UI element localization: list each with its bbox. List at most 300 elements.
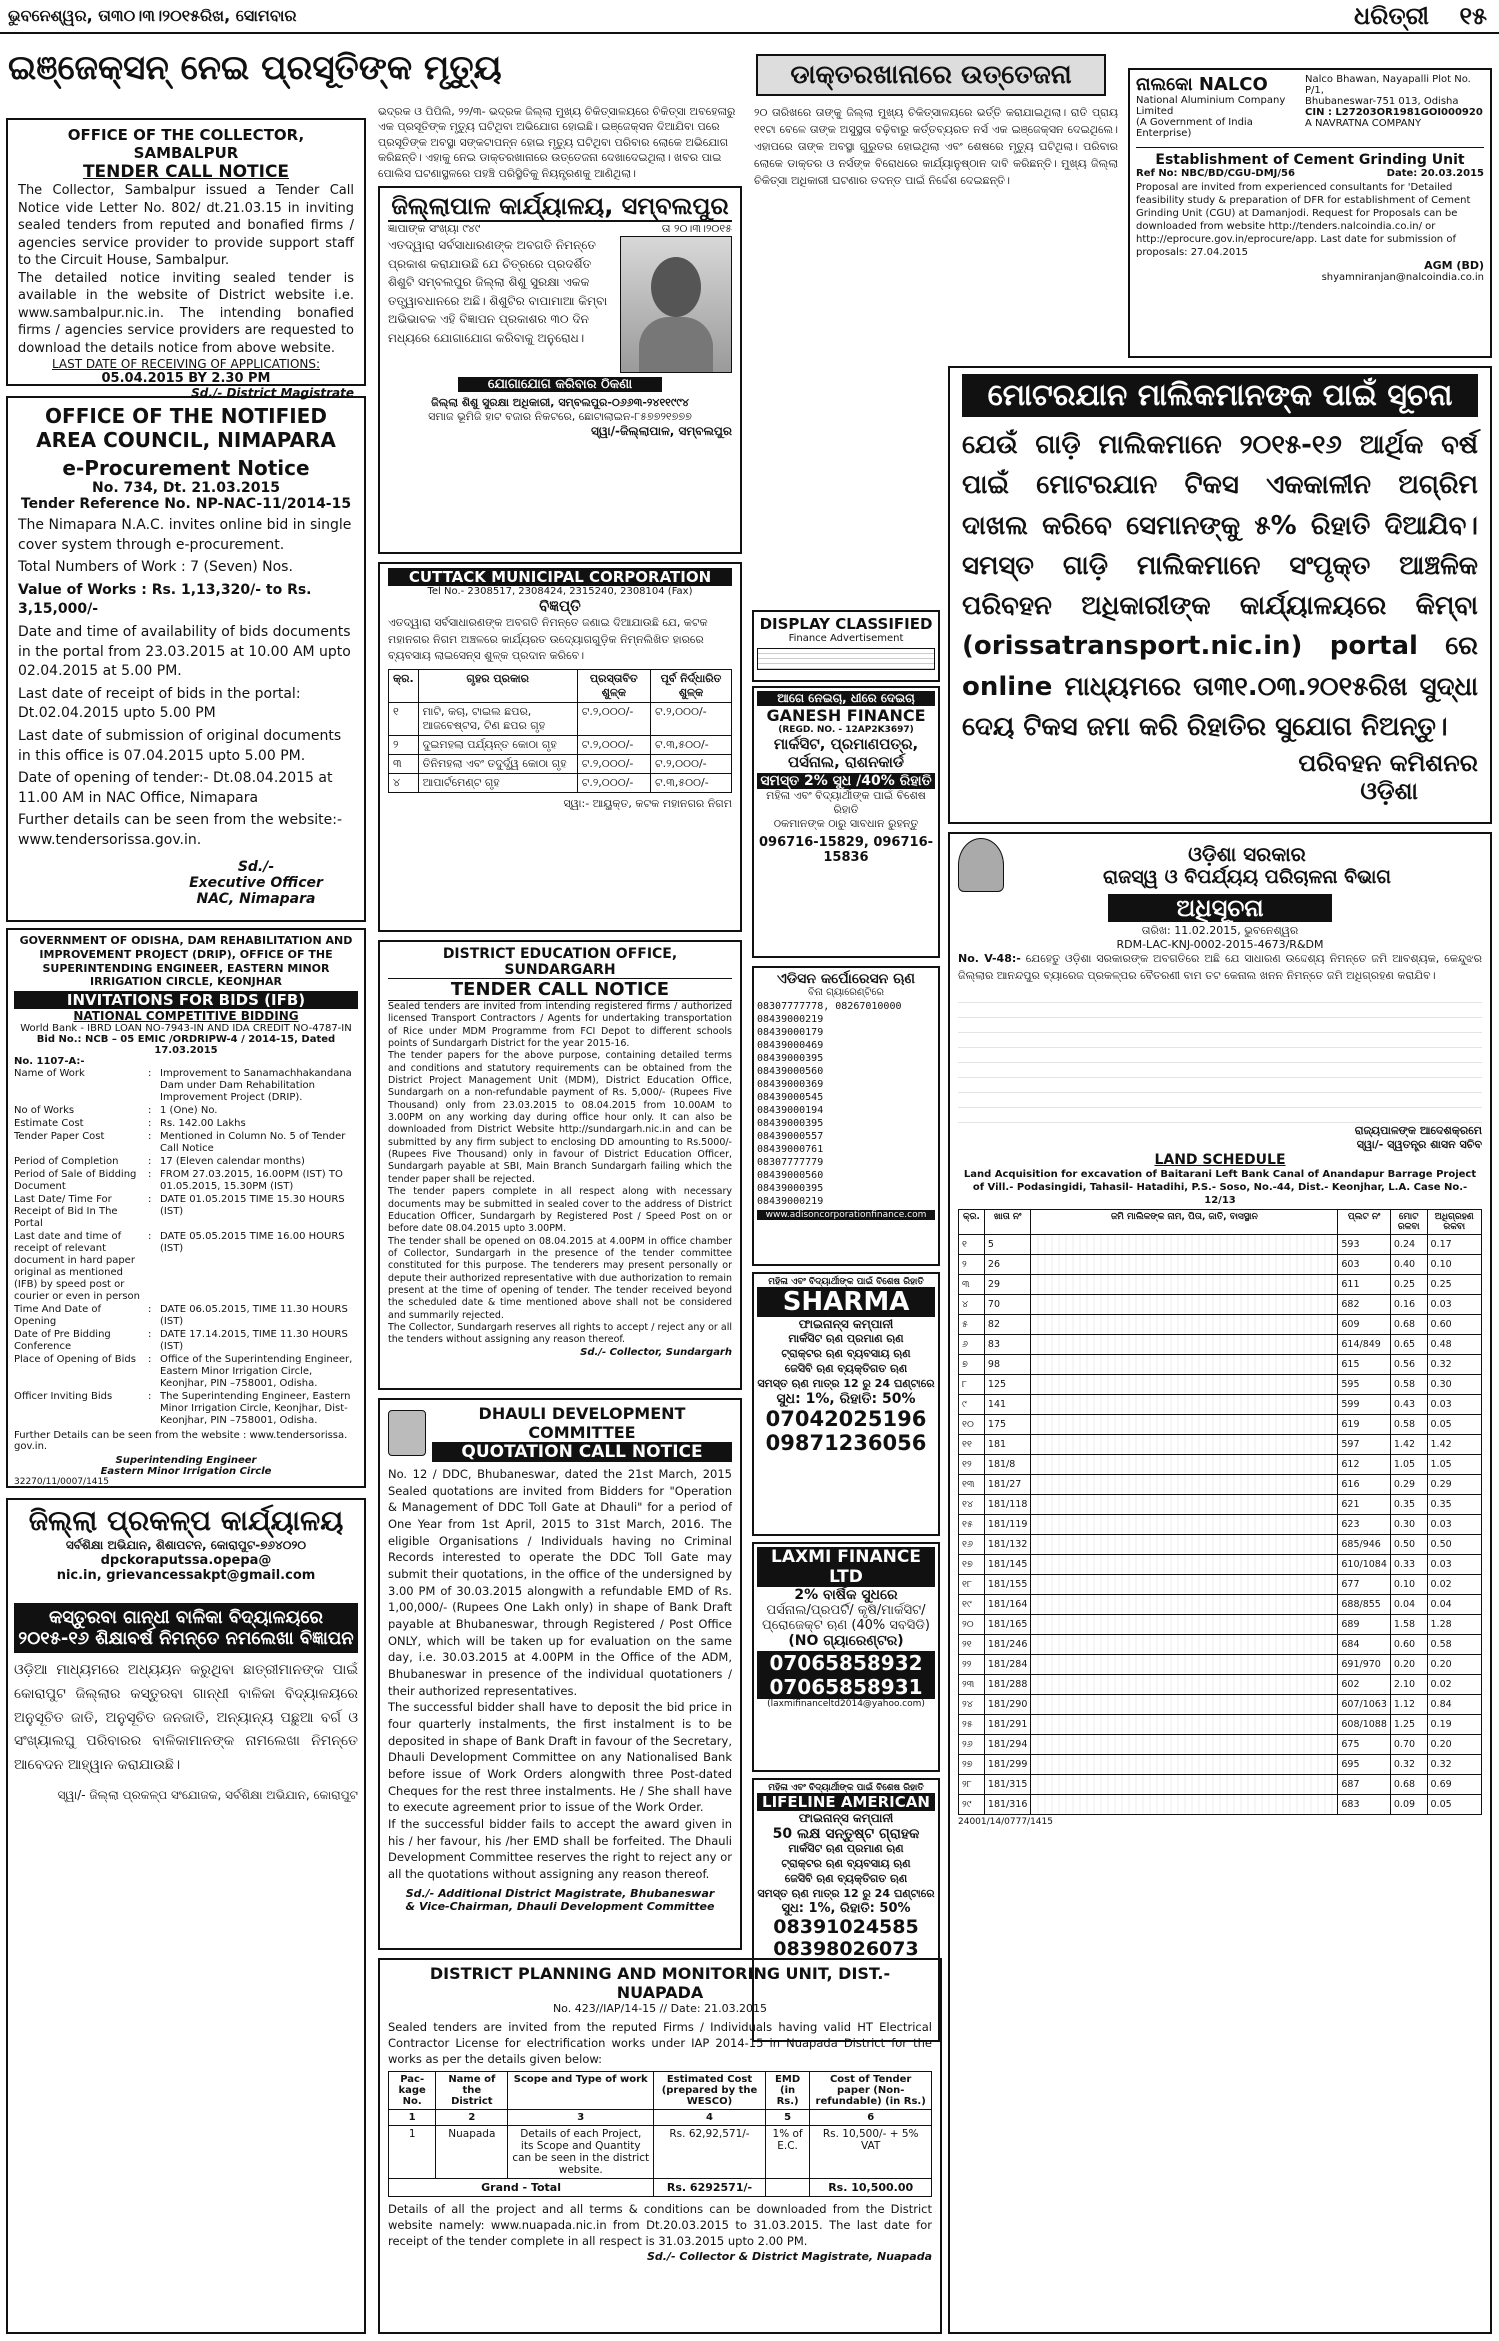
schedule-owner — [1031, 1535, 1338, 1555]
table-cell: ଟ.୨,୦୦୦/- — [650, 754, 731, 773]
schedule-khata: 181/290 — [984, 1695, 1030, 1715]
schedule-khata: 181/8 — [984, 1455, 1030, 1475]
sundargarh-p4: The tender shall be opened on 08.04.2015 at 4.00PM in office chamber of Collector, Sundargarh in the presence of the tender committee constituted for this purpose. The tenderers may present personally or depute their authorized representative with due authorization to remain present at the time of opening of tender. The tender received beyond the scheduled date & time mentioned above shall not be considered and summarily rejected. — [388, 1235, 732, 1321]
schedule-owner — [1031, 1695, 1338, 1715]
nimapara-further: Further details can be seen from the website:- www.tendersorissa.gov.in. — [18, 812, 343, 848]
sambalpur-office: OFFICE OF THE COLLECTOR, SAMBALPUR — [67, 126, 305, 162]
laxmi-phone2: 07065858931 — [757, 1675, 935, 1699]
schedule-total: 0.16 — [1390, 1295, 1427, 1315]
schedule-sl: ୧ — [959, 1235, 985, 1255]
table-row — [389, 754, 732, 773]
nimapara-ref: Tender Reference No. NP-NAC-11/2014-15 — [20, 496, 352, 512]
dam-row-sep: : — [148, 1304, 152, 1315]
sambalpur-odia-notice — [378, 186, 742, 554]
adison-phone: 08439000395 — [757, 1053, 824, 1064]
schedule-row — [959, 1355, 1482, 1375]
schedule-row — [959, 1515, 1482, 1535]
dam-row-label: Officer Inviting Bids — [14, 1391, 113, 1402]
schedule-khata: 181/284 — [984, 1655, 1030, 1675]
dam-row-sep: : — [148, 1354, 152, 1365]
laxmi-email: (laxmifinanceltd2014@yahoo.com) — [767, 1699, 925, 1709]
schedule-owner — [1031, 1755, 1338, 1775]
adison-phone: 08439000545 — [757, 1092, 824, 1103]
schedule-sl: ୧୬ — [959, 1535, 985, 1555]
schedule-total: 0.40 — [1390, 1255, 1427, 1275]
dam-row-label: Last Date/ Time For Receipt of Bid In The Portal — [14, 1194, 118, 1229]
schedule-sl: ୧୪ — [959, 1495, 985, 1515]
nalco-date: Date: 20.03.2015 — [1386, 168, 1484, 179]
sambalpur-lastdate-label: LAST DATE OF RECEIVING OF APPLICATIONS: — [51, 357, 321, 372]
adison-phone: 08439000369 — [757, 1079, 824, 1090]
news-article — [378, 104, 742, 184]
adison-phone: 08439000761 — [757, 1144, 824, 1155]
sharma-sub: ଫାଇନାନ୍ସ କମ୍ପାନୀ — [798, 1317, 894, 1331]
sharma-phone2: 09871236056 — [765, 1431, 927, 1456]
child-photo — [620, 236, 732, 373]
schedule-sl: ୩ — [959, 1275, 985, 1295]
lifeline-sub: ଫାଇନାନ୍ସ କମ୍ପାନୀ — [798, 1811, 894, 1825]
schedule-khata: 181/164 — [984, 1595, 1030, 1615]
revenue-notice — [948, 832, 1492, 2334]
nalco-sign: AGM (BD) — [1424, 259, 1484, 272]
schedule-plot: 687 — [1338, 1775, 1391, 1795]
schedule-acquired: 0.05 — [1427, 1415, 1482, 1435]
sharma-service-line: ଟ୍ରାକ୍ଟର ଋଣ ବ୍ୟବସାୟ ଋଣ — [781, 1346, 911, 1360]
schedule-plot: 619 — [1338, 1415, 1391, 1435]
schedule-khata: 181/165 — [984, 1615, 1030, 1635]
adison-phone: 08439000194 — [757, 1105, 824, 1116]
schedule-total: 1.58 — [1390, 1615, 1427, 1635]
sambalpur-odia-contact: ଜିଲ୍ଲା ଶିଶୁ ସୁରକ୍ଷା ଅଧିକାରୀ, ସମ୍ବଲପୁର-୦୬୬୩-୨୪୧୧୯୯୪ — [431, 396, 689, 409]
schedule-acquired: 0.03 — [1427, 1515, 1482, 1535]
sambalpur-tender-notice — [6, 118, 366, 401]
nalco-logo: ନାଲକୋ NALCO — [1136, 74, 1268, 95]
masthead — [0, 0, 1499, 34]
schedule-total: 0.25 — [1390, 1275, 1427, 1295]
nimapara-sign2: Executive Officer — [189, 874, 323, 891]
ganesh-reg: (REGD. NO. - 12AP2K3697) — [778, 725, 914, 735]
nalco-body: Proposal are invited from experienced consultants for 'Detailed feasibility study & preparation of DFR for establishment of Cement Grinding Unit (CGU) at Damanjodi. Request for Proposals can be downloaded from website http://tenders.nalcoindia.co.in/ or http://eprocure.gov.in/eprocure/app. Last date for submission of proposals: 27.04.2015 — [1136, 182, 1471, 258]
table-cell: ଟ.୨,୦୦୦/- — [577, 773, 650, 792]
dam-row-sep: : — [148, 1131, 152, 1142]
koraput-email: dpckoraputssa.opepa@ — [100, 1553, 272, 1568]
schedule-acquired: 0.20 — [1427, 1655, 1482, 1675]
nalco-addr2: Bhubaneswar-751 013, Odisha — [1305, 96, 1459, 107]
cuttack-tel: Tel No.- 2308517, 2308424, 2315240, 2308104 (Fax) — [427, 586, 693, 597]
classified-title: DISPLAY CLASSIFIED — [759, 615, 933, 633]
schedule-acquired: 0.58 — [1427, 1635, 1482, 1655]
schedule-khata: 98 — [984, 1355, 1030, 1375]
sambalpur-odia-body: ଏତଦ୍ୱାରା ସର୍ବସାଧାରଣଙ୍କ ଅବଗତି ନିମନ୍ତେ ପ୍ରକାଶ କରାଯାଉଛି ଯେ ଚିତ୍ରରେ ପ୍ରଦର୍ଶିତ ଶିଶୁଟି ସମ୍ବଲପୁର ଜିଲ୍ଲା ଶିଶୁ ସୁରକ୍ଷା ଏକକ ତତ୍ତ୍ୱାବଧାନରେ ଅଛି। ଶିଶୁଟିର ବାପାମାଆ କିମ୍ବା ଅଭିଭାବକ ଏହି ବିଜ୍ଞାପନ ପ୍ରକାଶର ୩୦ ଦିନ ମଧ୍ୟରେ ଯୋଗାଯୋଗ କରିବାକୁ ଅନୁରୋଧ। — [388, 238, 608, 345]
dam-row-value: Mentioned in Column No. 5 of Tender Call Notice — [160, 1131, 346, 1154]
schedule-total: 0.33 — [1390, 1555, 1427, 1575]
dam-row — [14, 1068, 358, 1104]
nalco-cin: CIN : L27203OR1981GOI000920 — [1305, 107, 1483, 118]
schedule-row — [959, 1415, 1482, 1435]
dam-loan: World Bank - IBRD LOAN NO-7943-IN AND IDA CREDIT NO-4787-IN — [20, 1023, 352, 1034]
schedule-khata: 181/145 — [984, 1555, 1030, 1575]
schedule-acquired: 1.42 — [1427, 1435, 1482, 1455]
revenue-dept: ରାଜସ୍ୱ ଓ ବିପର୍ଯ୍ୟୟ ପରିଚାଳନା ବିଭାଗ — [1103, 866, 1391, 888]
schedule-sl: ୧୯ — [959, 1595, 985, 1615]
adison-phone: 08307777778, 08267010000 — [757, 1001, 902, 1012]
dhauli-sign1: Sd./- Additional District Magistrate, Bhubaneswar — [405, 1886, 715, 1900]
schedule-plot: 689 — [1338, 1615, 1391, 1635]
dam-row-sep: : — [148, 1391, 152, 1402]
schedule-plot: 602 — [1338, 1675, 1391, 1695]
nuapada-header-cell: Cost of Tender paper (Non-refundable) (in Rs.) — [810, 2072, 932, 2110]
secondary-headline: ଡାକ୍ତରଖାନାରେ ଉତ୍ତେଜନା — [756, 54, 1106, 96]
nuapada-header-cell: Pac-kage No. — [389, 2072, 436, 2110]
schedule-plot: 614/849 — [1338, 1335, 1391, 1355]
ganesh-services: ମାର୍କସିଟ, ପ୍ରମାଣପତ୍ର, ପର୍ସନାଲ, ରାଶନକାର୍ଡ — [773, 735, 919, 771]
cuttack-sign: ସ୍ୱା:- ଆୟୁକ୍ତ, କଟକ ମହାନଗର ନିଗମ — [563, 796, 732, 810]
cuttack-notice — [378, 562, 742, 932]
cuttack-header-cell: ପ୍ରସ୍ତାବିତ ଶୁଳ୍କ — [577, 669, 650, 702]
sundargarh-p1: Sealed tenders are invited from intending registered firms / authorized licensed Transport Contractors / Agents for undertaking transportation of Rice under MDM Programme from FCI Depot to different schools points of Sundargarh District for the year 2015-16. — [388, 1001, 732, 1050]
nuapada-colnum-cell: 4 — [654, 2110, 766, 2126]
table-cell: ଦୁଇମହଲା ପର୍ଯ୍ୟନ୍ତ କୋଠା ଗୃହ — [418, 735, 577, 754]
dam-code: 32270/11/0007/1415 — [14, 1477, 109, 1487]
dhauli-title: QUOTATION CALL NOTICE — [432, 1442, 732, 1462]
revenue-code: 24001/14/0777/1415 — [958, 1817, 1053, 1827]
dam-row-label: Period of Completion — [14, 1156, 119, 1167]
schedule-row — [959, 1475, 1482, 1495]
cuttack-heading: ବିଜ୍ଞପ୍ତି — [539, 597, 581, 615]
schedule-total: 0.30 — [1390, 1515, 1427, 1535]
dam-sign2: Eastern Minor Irrigation Circle — [100, 1466, 272, 1477]
nuapada-cell: Rs. 10,500/- + 5% VAT — [810, 2126, 932, 2179]
nimapara-intro: The Nimapara N.A.C. invites online bid in single cover system through e-procurement. — [18, 517, 352, 553]
schedule-header-cell: ଖାତା ନଂ — [984, 1210, 1030, 1235]
table-cell: ୨ — [389, 735, 419, 754]
schedule-total: 0.35 — [1390, 1495, 1427, 1515]
transport-notice — [948, 366, 1492, 824]
schedule-acquired: 1.05 — [1427, 1455, 1482, 1475]
nuapada-colnum-cell: 6 — [810, 2110, 932, 2126]
schedule-title: LAND SCHEDULE — [1154, 1152, 1286, 1168]
schedule-row — [959, 1675, 1482, 1695]
schedule-plot: 612 — [1338, 1455, 1391, 1475]
schedule-plot: 603 — [1338, 1255, 1391, 1275]
table-cell: ଟ.୨,୦୦୦/- — [650, 702, 731, 735]
sambalpur-body: The Collector, Sambalpur issued a Tender Call Notice vide Letter No. 802/ dt.21.03.15 in inviting sealed tenders from reputed and bonafied firms / agencies service provider to provide support staff to the Circuit House, Sambalpur. — [18, 183, 354, 269]
dam-row-label: Tender Paper Cost — [14, 1131, 105, 1142]
schedule-owner — [1031, 1355, 1338, 1375]
schedule-owner — [1031, 1675, 1338, 1695]
table-cell: ଆପାର୍ଟମେଣ୍ଟ ଗୃହ — [418, 773, 577, 792]
schedule-sl: ୧୫ — [959, 1515, 985, 1535]
sambalpur-odia-sign: ସ୍ୱା/-ଜିଲ୍ଲାପାଳ, ସମ୍ବଲପୁର — [591, 424, 732, 438]
schedule-sl: ୨୨ — [959, 1655, 985, 1675]
schedule-row — [959, 1615, 1482, 1635]
sambalpur-sign: Sd./- District Magistrate — [191, 386, 354, 401]
land-schedule-table — [958, 1209, 1482, 1815]
nalco-navratna: A NAVRATNA COMPANY — [1305, 118, 1422, 129]
schedule-sl: ୯ — [959, 1395, 985, 1415]
nuapada-cell: 1% of E.C. — [765, 2126, 810, 2179]
schedule-total: 0.29 — [1390, 1475, 1427, 1495]
nuapada-colnum-cell: 2 — [436, 2110, 508, 2126]
schedule-sl: ୨୬ — [959, 1735, 985, 1755]
dam-row-label: Time And Date of Opening — [14, 1304, 102, 1327]
laxmi-name: LAXMI FINANCE LTD — [757, 1547, 935, 1587]
adison-phone: 08439000469 — [757, 1040, 824, 1051]
schedule-khata: 181/27 — [984, 1475, 1030, 1495]
schedule-khata: 70 — [984, 1295, 1030, 1315]
nuapada-colnum-cell: 5 — [765, 2110, 810, 2126]
dam-row-label: Period of Sale of Bidding Document — [14, 1169, 137, 1192]
nimapara-title: e-Procurement Notice — [62, 456, 310, 480]
sharma-service-line: ଜେସିବି ଋଣ ବ୍ୟକ୍ତିଗତ ଋଣ — [784, 1361, 908, 1375]
schedule-khata: 175 — [984, 1415, 1030, 1435]
schedule-sl: ୨୩ — [959, 1675, 985, 1695]
adison-phone: 08439000219 — [757, 1014, 824, 1025]
schedule-sub: Land Acquisition for excavation of Baitarani Left Bank Canal of Anandapur Barrage Project of Vill.- Podasingidi, Tahasil- Hatadihi, P.S.- Soso, No.-44, Dist.- Keonjhar, L.A. Case No.- 12/13 — [963, 1169, 1477, 1206]
schedule-row — [959, 1555, 1482, 1575]
dam-row-value: DATE 17.14.2015, TIME 11.30 HOURS (IST) — [160, 1329, 348, 1352]
dam-row — [14, 1156, 358, 1168]
schedule-row — [959, 1795, 1482, 1815]
schedule-khata: 125 — [984, 1375, 1030, 1395]
adison-phone: 08439000219 — [757, 1196, 824, 1207]
schedule-khata: 181/119 — [984, 1515, 1030, 1535]
schedule-plot: 609 — [1338, 1315, 1391, 1335]
cuttack-title: CUTTACK MUNICIPAL CORPORATION — [388, 568, 732, 586]
schedule-plot: 683 — [1338, 1795, 1391, 1815]
nimapara-avail: Date and time of availability of bids documents in the portal from 23.03.2015 at 10.00 AM upto 02.04.2015 at 5.00 PM. — [18, 623, 351, 680]
nuapada-header-cell: Scope and Type of work — [508, 2072, 654, 2110]
schedule-sl: ୨ — [959, 1255, 985, 1275]
schedule-owner — [1031, 1655, 1338, 1675]
dam-row-value: Office of the Superintending Engineer, Eastern Minor Irrigation Circle, Keonjhar, PIN –758001, Odisha. — [160, 1354, 353, 1389]
schedule-header-cell: ମୋଟ ରକବା — [1390, 1210, 1427, 1235]
schedule-row — [959, 1655, 1482, 1675]
schedule-sl: ୨୧ — [959, 1635, 985, 1655]
schedule-acquired: 0.60 — [1427, 1315, 1482, 1335]
schedule-total: 1.05 — [1390, 1455, 1427, 1475]
nalco-email: shyamniranjan@nalcoindia.co.in — [1321, 272, 1484, 283]
schedule-sl: ୨୫ — [959, 1715, 985, 1735]
schedule-khata: 181/294 — [984, 1735, 1030, 1755]
schedule-total: 0.56 — [1390, 1355, 1427, 1375]
nimapara-sign1: Sd./- — [237, 858, 275, 875]
lifeline-service-line: ଟ୍ରାକ୍ଟର ଋଣ ବ୍ୟବସାୟ ଋଣ — [781, 1856, 911, 1870]
schedule-plot: 675 — [1338, 1735, 1391, 1755]
nimapara-opening: Date of opening of tender:- Dt.08.04.2015 at 11.00 AM in NAC Office, Nimapara — [18, 770, 333, 806]
laxmi-services: ପର୍ସନାଲ/ପ୍ରପର୍ଟି/ କୃଷି/ମାର୍କସିଟ/ପ୍ରୋଜେକ୍ଟ ଋଣ (40% ସବସିଡି) — [762, 1603, 930, 1633]
dateline: ଭୁବନେଶ୍ୱର, ତା୩୦।୩।୨୦୧୫ରିଖ, ସୋମବାର — [8, 6, 297, 25]
schedule-plot: 677 — [1338, 1575, 1391, 1595]
adison-phone: 08307777779 — [757, 1157, 824, 1168]
dam-row-label: Estimate Cost — [14, 1118, 84, 1129]
schedule-row — [959, 1775, 1482, 1795]
nuapada-cell: 1 — [389, 2126, 436, 2179]
sundargarh-p5: The Collector, Sundargarh reserves all rights to accept / reject any or all the tenders without assigning any reason thereof. — [388, 1321, 732, 1346]
schedule-khata: 181/316 — [984, 1795, 1030, 1815]
odisha-emblem-icon — [958, 838, 1004, 892]
main-headline: ଇଞ୍ଜେକ୍ସନ୍ ନେଇ ପ୍ରସୂତିଙ୍କ ମୃତ୍ୟୁ — [8, 48, 502, 88]
schedule-khata: 5 — [984, 1235, 1030, 1255]
schedule-khata: 181/246 — [984, 1635, 1030, 1655]
schedule-row — [959, 1535, 1482, 1555]
schedule-row — [959, 1495, 1482, 1515]
cuttack-header-cell: ଗୃହର ପ୍ରକାର — [418, 669, 577, 702]
schedule-owner — [1031, 1275, 1338, 1295]
transport-title: ମୋଟରଯାନ ମାଲିକମାନଙ୍କ ପାଇଁ ସୂଚନା — [962, 374, 1478, 417]
schedule-row — [959, 1275, 1482, 1295]
schedule-sl: ୨୮ — [959, 1775, 985, 1795]
cuttack-table — [388, 669, 732, 793]
schedule-plot: 682 — [1338, 1295, 1391, 1315]
nalco-gov: (A Government of India Enterprise) — [1136, 117, 1253, 139]
schedule-total: 0.58 — [1390, 1375, 1427, 1395]
schedule-row — [959, 1435, 1482, 1455]
nimapara-works: Total Numbers of Work : 7 (Seven) Nos. — [18, 559, 293, 576]
schedule-acquired: 0.30 — [1427, 1375, 1482, 1395]
adison-phone: 08439000560 — [757, 1170, 824, 1181]
schedule-total: 1.42 — [1390, 1435, 1427, 1455]
schedule-sl: ୨୭ — [959, 1755, 985, 1775]
revenue-title: ଅଧିସୂଚନା — [1108, 894, 1332, 922]
schedule-owner — [1031, 1575, 1338, 1595]
schedule-owner — [1031, 1495, 1338, 1515]
nuapada-cell: Rs. 62,92,571/- — [654, 2126, 766, 2179]
revenue-sign: ରାଜ୍ୟପାଳଙ୍କ ଆଦେଶକ୍ରମେ — [1354, 1124, 1482, 1137]
table-row — [389, 773, 732, 792]
dam-row-value: 1 (One) No. — [160, 1105, 218, 1116]
schedule-plot: 593 — [1338, 1235, 1391, 1255]
dam-title: INVITATIONS FOR BIDS (IFB) — [14, 991, 358, 1009]
nimapara-submission: Last date of submission of original documents in this office is 07.04.2015 upto 5.00 PM. — [18, 727, 342, 764]
dam-row — [14, 1329, 358, 1353]
dam-row-label: No of Works — [14, 1105, 75, 1116]
schedule-plot: 599 — [1338, 1395, 1391, 1415]
dhauli-body: No. 12 / DDC, Bhubaneswar, dated the 21st March, 2015 Sealed quotations are invited from Bidders for "Operation & Management of DDC Toll Gate at Dhauli" for a period of One Year from 1st April, 2015 to 31st March, 2016. The eligible Organisations / Individuals having no Criminal Records interested to operate the DDC Toll Gate may submit their quotations, in the office of the undersigned by 3.00 PM of 30.03.2015 alongwith a refundable EMD of Rs. 1,00,000/- (Rupees One Lakh only) in shape of Bank Draft payable at Bhubaneswar, through Registered / Post Office ONLY, which will be taken up for evaluation on the same day, i.e. 30.03.2015 at 4.00PM in the Office of the ADM, Bhubaneswar in presence of the individual quotationers / their authorized representatives. — [388, 1467, 732, 1698]
adison-title: ଏଡିସନ କର୍ପୋରେସନ ଋଣ — [776, 971, 916, 987]
schedule-owner — [1031, 1295, 1338, 1315]
ganesh-finance-ad — [752, 686, 940, 958]
nuapada-total-cost: Rs. 6292571/- — [654, 2179, 766, 2197]
koraput-notice — [6, 1498, 366, 2334]
nalco-ref: Ref No: NBC/BD/CGU-DMJ/56 — [1136, 168, 1295, 179]
schedule-row — [959, 1295, 1482, 1315]
laxmi-rate: 2% ବାର୍ଷିକ ସୁଧରେ — [794, 1587, 898, 1603]
dam-row-value: The Superintending Engineer, Eastern Minor Irrigation Circle, Keonjhar, Dist- Keonjhar, PIN –758001, Odisha. — [160, 1391, 351, 1426]
schedule-acquired: 0.17 — [1427, 1235, 1482, 1255]
dam-row — [14, 1194, 358, 1230]
schedule-acquired: 0.19 — [1427, 1715, 1482, 1735]
sambalpur-odia-title: ଜିଲ୍ଲାପାଳ କାର୍ଯ୍ୟାଳୟ, ସମ୍ବଲପୁର — [388, 192, 732, 222]
nuapada-office: DISTRICT PLANNING AND MONITORING UNIT, DIST.- NUAPADA — [429, 1964, 891, 2002]
schedule-owner — [1031, 1335, 1338, 1355]
adison-phone: 08439000557 — [757, 1131, 824, 1142]
schedule-header-cell: କ୍ର. — [959, 1210, 985, 1235]
schedule-acquired: 0.02 — [1427, 1675, 1482, 1695]
schedule-owner — [1031, 1795, 1338, 1815]
schedule-total: 0.43 — [1390, 1395, 1427, 1415]
revenue-gov: ଓଡ଼ିଶା ସରକାର — [1188, 842, 1306, 866]
nuapada-header-cell: EMD (in Rs.) — [765, 2072, 810, 2110]
schedule-sl: ୧୮ — [959, 1575, 985, 1595]
nuapada-header-cell: Estimated Cost (prepared by the WESCO) — [654, 2072, 766, 2110]
schedule-acquired: 0.10 — [1427, 1255, 1482, 1275]
schedule-row — [959, 1375, 1482, 1395]
sambalpur-body2: The detailed notice inviting sealed tender is available in the website of District website i.e. www.sambalpur.nic.in. The intending bonafied firms / agencies service providers are requested to download the details notice from above website. — [18, 270, 354, 356]
nimapara-value: Value of Works : Rs. 1,13,320/- to Rs. 3,15,000/- — [18, 581, 312, 618]
nuapada-total-paper: Rs. 10,500.00 — [810, 2179, 932, 2197]
nalco-addr1: Nalco Bhawan, Nayapalli Plot No. P/1, — [1305, 74, 1471, 96]
sundargarh-p2: The tender papers for the above purpose, containing detailed terms and conditions and statutory requirements can be obtained from the District Project Management Unit (MDM), District Education Office, Sundargarh on a non-refundable payment of Rs. 5,000/- (Rupees Five Thousand) only from 23.03.2015 to 08.04.2015 from 10.00AM to 3.00PM on any working day during office hour only. It can also be downloaded from District Website http://sundargarh.nic.in and can be submitted by any firm subject to enclosing DD amounting to Rs.5000/- (Rupees Five Thousand) only in favour of District Education Officer, Sundargarh payable at SBI, Main Branch Sundargarh failing which the tender paper shall be rejected. — [388, 1050, 732, 1185]
schedule-plot: 684 — [1338, 1635, 1391, 1655]
schedule-khata: 83 — [984, 1335, 1030, 1355]
dam-row — [14, 1391, 358, 1427]
schedule-total: 0.60 — [1390, 1635, 1427, 1655]
schedule-acquired: 0.32 — [1427, 1755, 1482, 1775]
dhauli-emblem-icon — [388, 1410, 426, 1456]
schedule-sl: ୧୦ — [959, 1415, 985, 1435]
schedule-khata: 181/132 — [984, 1535, 1030, 1555]
schedule-acquired: 0.03 — [1427, 1555, 1482, 1575]
transport-sign2: ଓଡ଼ିଶା — [1360, 777, 1418, 806]
sundargarh-office: DISTRICT EDUCATION OFFICE, SUNDARGARH — [442, 946, 678, 978]
sambalpur-odia-date: ତା ୨୦।୩।୨୦୧୫ — [661, 222, 732, 235]
schedule-total: 0.70 — [1390, 1735, 1427, 1755]
cuttack-body: ଏତଦ୍ୱାରା ସର୍ବସାଧାରଣଙ୍କ ଅବଗତି ନିମନ୍ତେ ଜଣାଇ ଦିଆଯାଉଛି ଯେ, କଟକ ମହାନଗର ନିଗମ ଅଞ୍ଚଳରେ କାର୍ଯ୍ୟରତ ଉଦ୍ୟୋଗଗୁଡ଼ିକ ନିମ୍ନଲିଖିତ ହାରରେ ବ୍ୟବସାୟ ଲାଇସେନ୍ସ ଶୁଳ୍କ ପ୍ରଦାନ କରିବେ। — [388, 616, 708, 662]
schedule-sl: ୫ — [959, 1315, 985, 1335]
nuapada-ref: No. 423//IAP/14-15 // Date: 21.03.2015 — [552, 2002, 768, 2015]
schedule-owner — [1031, 1435, 1338, 1455]
schedule-sl: ୨୦ — [959, 1615, 985, 1635]
schedule-owner — [1031, 1715, 1338, 1735]
ganesh-name: GANESH FINANCE — [766, 706, 926, 725]
sharma-service-line: ମାର୍କସିଟ ଋଣ ପ୍ରମାଣ ଋଣ — [788, 1332, 904, 1345]
schedule-total: 0.50 — [1390, 1535, 1427, 1555]
dam-row — [14, 1118, 358, 1130]
laxmi-finance-ad — [752, 1542, 940, 1772]
table-row — [389, 702, 732, 735]
schedule-total: 0.68 — [1390, 1775, 1427, 1795]
schedule-owner — [1031, 1775, 1338, 1795]
nuapada-total-label: Grand - Total — [389, 2179, 654, 2197]
nimapara-office: OFFICE OF THE NOTIFIED AREA COUNCIL, NIMAPARA — [36, 404, 336, 452]
dam-row-label: Name of Work — [14, 1068, 85, 1079]
nuapada-colnum-cell: 3 — [508, 2110, 654, 2126]
dam-row-label: Last date and time of receipt of relevant document in hard paper original as mentioned (IFB) by speed post or courier or even in person — [14, 1231, 141, 1302]
table-cell: ୧ — [389, 702, 419, 735]
schedule-owner — [1031, 1615, 1338, 1635]
dam-row-value: 17 (Eleven calendar months) — [160, 1156, 305, 1167]
dam-row — [14, 1131, 358, 1155]
adison-phone: 08439000395 — [757, 1118, 824, 1129]
lifeline-rate: ସୁଧ: 1%, ରିହାତି: 50% — [781, 1901, 911, 1917]
dam-row-sep: : — [148, 1169, 152, 1180]
schedule-owner — [1031, 1455, 1338, 1475]
dam-row-value: DATE 06.05.2015, TIME 11.30 HOURS (IST) — [160, 1304, 348, 1327]
schedule-header-cell: ପ୍ଲଟ ନଂ — [1338, 1210, 1391, 1235]
dam-row-label: Place of Opening of Bids — [14, 1354, 136, 1365]
schedule-sl: ୨୯ — [959, 1795, 985, 1815]
page-number: ୧୫ — [1459, 2, 1487, 30]
dam-row — [14, 1231, 358, 1303]
schedule-sl: ୨୪ — [959, 1695, 985, 1715]
schedule-owner — [1031, 1555, 1338, 1575]
ganesh-rate: ସମସ୍ତ 2% ସୁଧ /40% ରିହାତି — [757, 773, 935, 789]
schedule-row — [959, 1335, 1482, 1355]
dam-ifb-notice — [6, 928, 366, 1488]
schedule-acquired: 0.03 — [1427, 1295, 1482, 1315]
schedule-sl: ୬ — [959, 1335, 985, 1355]
